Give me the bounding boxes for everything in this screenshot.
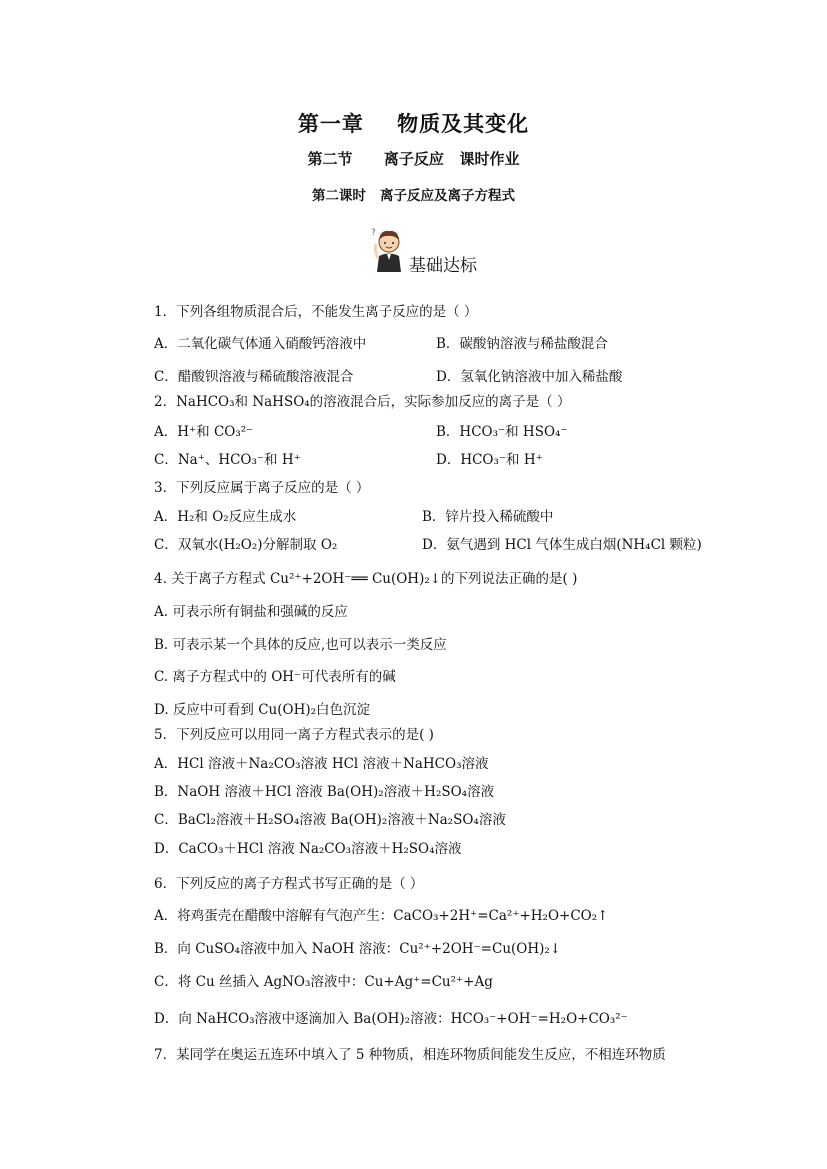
q6-option-c: C．将 Cu 丝插入 AgNO₃溶液中：Cu+Ag⁺=Cu²⁺+Ag <box>154 974 493 990</box>
q6-option-a: A．将鸡蛋壳在醋酸中溶解有气泡产生：CaCO₃+2H⁺=Ca²⁺+H₂O+CO₂↑ <box>154 908 609 924</box>
question-6-stem: 6．下列反应的离子方程式书写正确的是（ ） <box>154 876 424 892</box>
q3-option-a: A．H₂和 O₂反应生成水 <box>154 509 297 525</box>
q3-option-c: C．双氧水(H₂O₂)分解制取 O₂ <box>154 537 338 553</box>
lesson-title: 第二课时 离子反应及离子方程式 <box>311 188 516 204</box>
q1-option-d: D．氢氧化钠溶液中加入稀盐酸 <box>436 369 623 385</box>
q2-option-d: D．HCO₃⁻和 H⁺ <box>436 452 543 468</box>
section-badge: 基础达标 <box>409 256 477 276</box>
q5-option-b: B．NaOH 溶液＋HCl 溶液 Ba(OH)₂溶液＋H₂SO₄溶液 <box>154 784 495 800</box>
q2-option-a: A．H⁺和 CO₃²⁻ <box>154 424 254 440</box>
student-thinking-icon <box>368 224 408 274</box>
q4-option-d: D. 反应中可看到 Cu(OH)₂白色沉淀 <box>154 702 371 718</box>
section-title: 第二节 离子反应 课时作业 <box>307 150 520 168</box>
q1-option-a: A．二氧化碳气体通入硝酸钙溶液中 <box>154 336 367 352</box>
svg-text:?: ? <box>371 228 376 238</box>
question-7-stem: 7．某同学在奥运五连环中填入了 5 种物质，相连环物质间能发生反应，不相连环物质 <box>154 1047 666 1063</box>
q4-option-a: A. 可表示所有铜盐和强碱的反应 <box>154 604 348 620</box>
q6-option-b: B．向 CuSO₄溶液中加入 NaOH 溶液：Cu²⁺+2OH⁻=Cu(OH)₂↓ <box>154 941 562 957</box>
q3-option-b: B．锌片投入稀硫酸中 <box>422 509 554 525</box>
q4-option-b: B. 可表示某一个具体的反应,也可以表示一类反应 <box>154 637 447 653</box>
question-2-stem: 2．NaHCO₃和 NaHSO₄的溶液混合后，实际参加反应的离子是（ ） <box>154 394 571 410</box>
q5-option-d: D．CaCO₃＋HCl 溶液 Na₂CO₃溶液＋H₂SO₄溶液 <box>154 841 462 857</box>
q6-option-d: D．向 NaHCO₃溶液中逐滴加入 Ba(OH)₂溶液：HCO₃⁻+OH⁻=H₂O+CO₃²⁻ <box>154 1011 628 1027</box>
q5-option-a: A．HCl 溶液＋Na₂CO₃溶液 HCl 溶液＋NaHCO₃溶液 <box>154 756 489 772</box>
q3-option-d: D．氨气遇到 HCl 气体生成白烟(NH₄Cl 颗粒) <box>422 537 702 553</box>
q4-option-c: C. 离子方程式中的 OH⁻可代表所有的碱 <box>154 669 396 685</box>
question-5-stem: 5．下列反应可以用同一离子方程式表示的是( ) <box>154 727 434 743</box>
q1-option-c: C．醋酸钡溶液与稀硫酸溶液混合 <box>154 369 354 385</box>
chapter-title: 第一章 物质及其变化 <box>297 111 530 136</box>
q2-option-c: C．Na⁺、HCO₃⁻和 H⁺ <box>154 452 301 468</box>
section-header <box>368 224 508 274</box>
question-3-stem: 3．下列反应属于离子反应的是（ ） <box>154 480 370 496</box>
q5-option-c: C．BaCl₂溶液＋H₂SO₄溶液 Ba(OH)₂溶液＋Na₂SO₄溶液 <box>154 812 506 828</box>
question-1-stem: 1．下列各组物质混合后，不能发生离子反应的是（ ） <box>154 304 478 320</box>
q1-option-b: B．碳酸钠溶液与稀盐酸混合 <box>436 336 608 352</box>
q2-option-b: B．HCO₃⁻和 HSO₄⁻ <box>436 424 568 440</box>
question-4-stem: 4. 关于离子方程式 Cu²⁺+2OH⁻══ Cu(OH)₂↓的下列说法正确的是( ) <box>154 571 578 587</box>
